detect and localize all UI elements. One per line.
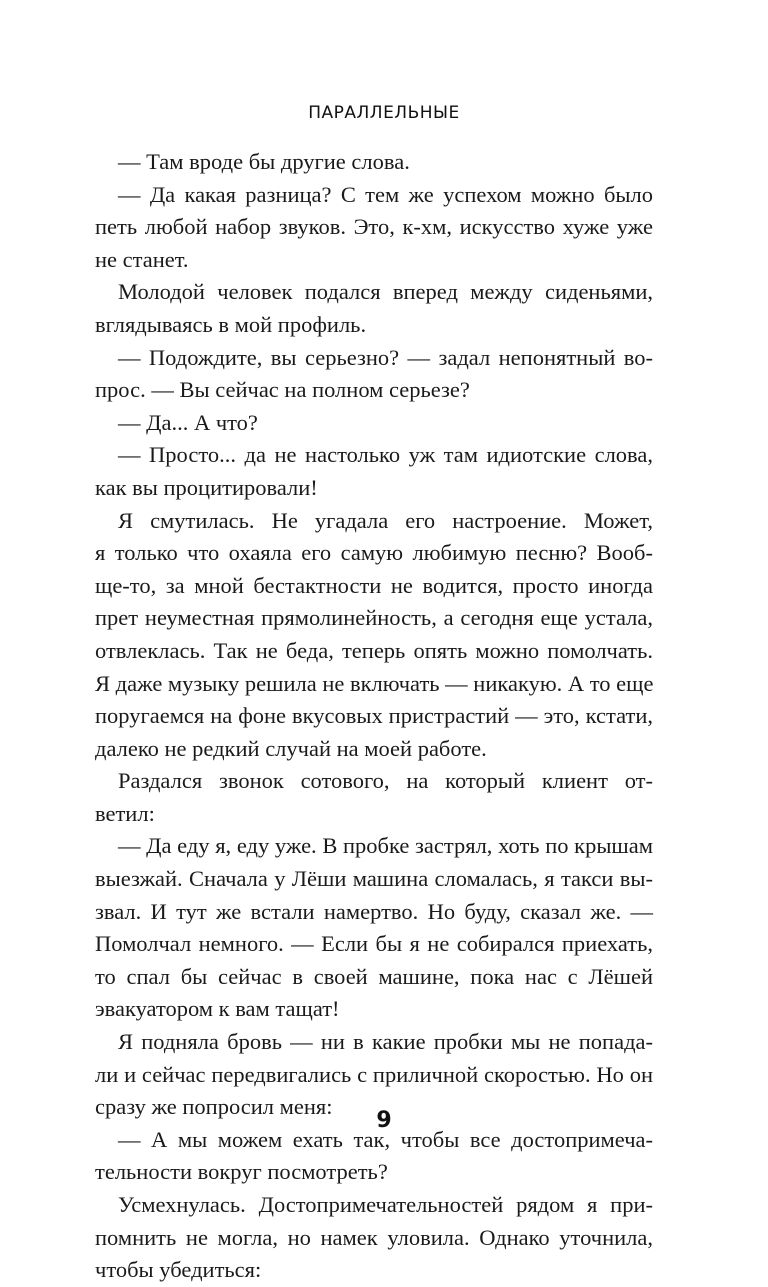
text-line: звал. И тут же встали намертво. Но буду, сказал же. — <box>95 898 653 924</box>
text-line: — Там вроде бы другие слова. <box>118 149 410 174</box>
text-line: — Да какая разница? С тем же успехом можно было <box>118 181 653 207</box>
text-line: помнить не могла, но намек уловила. Однако уточнила, <box>95 1224 653 1250</box>
paragraph <box>95 439 653 504</box>
text-line: ще-то, за мной бестактности не водится, просто иногда <box>95 572 653 598</box>
paragraph <box>95 276 653 341</box>
text-line: ли и сейчас передвигались с приличной скоростью. Но он <box>95 1061 653 1087</box>
text-line: сразу же попросил меня: <box>95 1094 333 1120</box>
text-line: ветил: <box>95 800 155 826</box>
text-line: вглядываясь в мой профиль. <box>95 311 367 337</box>
paragraph <box>95 505 654 766</box>
paragraph <box>95 1124 653 1189</box>
text-line: прос. — Вы сейчас на полном серьезе? <box>95 377 470 403</box>
text-line: эвакуатором к вам тащат! <box>95 996 340 1022</box>
text-line: как вы процитировали! <box>95 474 318 500</box>
paragraph <box>95 830 653 1026</box>
text-line: то спал бы сейчас в своей машине, пока нас с Лёшей <box>95 963 653 989</box>
text-line: — Да... А что? <box>118 409 258 435</box>
text-line: Молодой человек подался вперед между сиденьями, <box>118 279 653 305</box>
text-line: не станет. <box>95 246 189 272</box>
text-line: петь любой набор звуков. Это, к-хм, искусство хуже уже <box>95 214 653 240</box>
text-line: поругаемся на фоне вкусовых пристрастий — это, кстати, <box>95 703 653 729</box>
text-line: прет неуместная прямолинейность, а сегодня еще устала, <box>95 605 653 631</box>
text-line: далеко не редкий случай на моей работе. <box>95 735 487 761</box>
text-line: Усмехнулась. Достопримечательностей рядом я при- <box>118 1192 653 1217</box>
text-line: Раздался звонок сотового, на который клиент от- <box>118 768 653 794</box>
text-line: чтобы убедиться: <box>95 1257 262 1283</box>
text-line: выезжай. Сначала у Лёши машина сломалась, я такси вы- <box>95 866 653 892</box>
paragraph <box>118 407 653 440</box>
text-line: — Да еду я, еду уже. В пробке застрял, хоть по крышам <box>118 833 653 859</box>
text-line: Я даже музыку решила не включать — никакую. А то еще <box>95 670 654 696</box>
paragraph <box>118 146 653 179</box>
text-line: — Подождите, вы серьезно? — задал непонятный во- <box>118 344 653 370</box>
running-head-title: ПАРАЛЛЕЛЬНЫЕ <box>308 103 460 123</box>
text-line: Я смутилась. Не угадала его настроение. Может, <box>118 507 653 533</box>
paragraph <box>95 342 653 407</box>
paragraph <box>95 1189 653 1287</box>
paragraph <box>95 179 653 277</box>
text-line: тельности вокруг посмотреть? <box>95 1159 388 1185</box>
text-line: отвлеклась. Так не беда, теперь опять можно помолчать. <box>95 637 653 663</box>
text-line: я только что охаяла его самую любимую песню? Вооб- <box>95 540 653 566</box>
text-line: Помолчал немного. — Если бы я не собирался приехать, <box>95 931 653 957</box>
text-line: — А мы можем ехать так, чтобы все достопримеча- <box>118 1126 653 1152</box>
text-line: Я подняла бровь — ни в какие пробки мы не попада- <box>118 1029 653 1055</box>
text-line: — Просто... да не настолько уж там идиотские слова, <box>118 442 653 468</box>
paragraph <box>95 765 653 830</box>
page-number: 9 <box>376 1108 392 1133</box>
